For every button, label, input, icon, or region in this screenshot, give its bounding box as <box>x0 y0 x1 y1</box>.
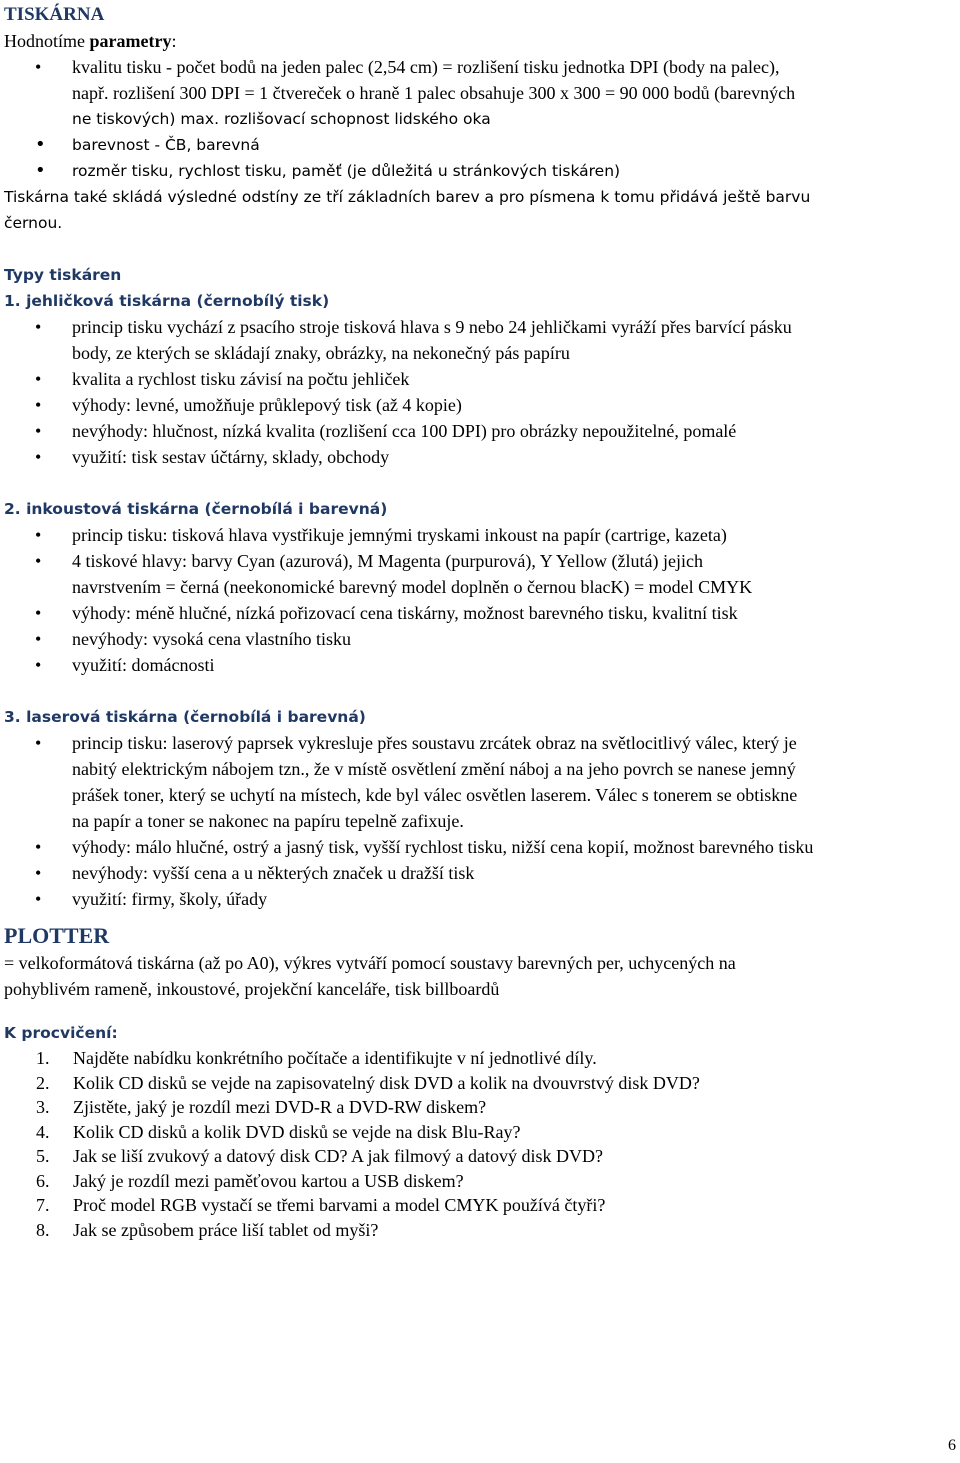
item-number: 1. <box>36 1048 50 1068</box>
item-text: Jak se způsobem práce liší tablet od myši? <box>73 1219 379 1240</box>
list-item <box>4 54 954 132</box>
text-line: černou. <box>4 214 63 232</box>
list-item <box>4 1218 954 1243</box>
type-list-laser <box>4 730 954 912</box>
item-number: 8. <box>36 1219 50 1240</box>
list-item <box>4 418 954 444</box>
text-line: • princip tisku: laserový paprsek vykresluje přes soustavu zrcátek obraz na světlocitlivý válec, který je <box>72 733 797 753</box>
text-line: ne tiskových) max. rozlišovací schopnost lidského oka <box>72 110 491 128</box>
intro-bold: parametry <box>89 31 172 51</box>
item-number: 3. <box>36 1097 50 1117</box>
color-note <box>4 184 954 236</box>
item-number: 7. <box>36 1195 50 1215</box>
item-number: 4. <box>36 1121 50 1142</box>
page-number: 6 <box>948 1437 956 1454</box>
text-line: nevýhody: vyšší cena a u některých značek u dražší tisk <box>72 863 475 883</box>
item-text: Zjistěte, jaký je rozdíl mezi DVD-R a DVD-RW diskem? <box>73 1097 487 1117</box>
text-line: navrstvením = černá (neekonomické barevný model doplněn o černou blacK) = model CMYK <box>72 577 753 597</box>
list-item <box>4 1144 954 1169</box>
text-line: • kvalitu tisku - počet bodů na jeden palec (2,54 cm) = rozlišení tisku jednotka DPI (body na palec), <box>72 57 780 77</box>
item-text: Kolik CD disků a kolik DVD disků se vejde na disk Blu-Ray? <box>73 1121 521 1142</box>
section-title-types: Typy tiskáren <box>4 266 122 284</box>
plotter-description <box>4 950 954 1002</box>
list-item <box>4 132 954 158</box>
list-item <box>4 1120 954 1145</box>
text-line: = velkoformátová tiskárna (až po A0), výkres vytváří pomocí soustavy barevných per, uchycených na <box>4 953 736 973</box>
item-text: Proč model RGB vystačí se třemi barvami a model CMYK používá čtyři? <box>73 1195 606 1215</box>
list-item <box>4 548 954 600</box>
list-item <box>4 834 954 860</box>
text-line: výhody: levné, umožňuje průklepový tisk (až 4 kopie) <box>72 395 462 415</box>
list-item <box>4 392 954 418</box>
text-line: pohyblivém rameně, inkoustové, projekční kanceláře, tisk billboardů <box>4 979 500 999</box>
text-line: • princip tisku vychází z psacího stroje tisková hlava s 9 nebo 24 jehličkami vyráží přes barvící pásku <box>72 317 792 337</box>
text-line: např. rozlišení 300 DPI = 1 čtvereček o hraně 1 palec obsahuje 300 x 300 = 90 000 bodů (barevných <box>72 83 796 103</box>
intro-line <box>4 28 954 54</box>
text-line: na papír a toner se nakonec na papíru tepelně zafixuje. <box>72 811 464 831</box>
list-item <box>4 158 954 184</box>
plotter-title: PLOTTER <box>4 923 110 948</box>
review-list <box>4 1046 954 1242</box>
review-title: K procvičení: <box>4 1024 118 1042</box>
text-line: výhody: málo hlučné, ostrý a jasný tisk, vyšší rychlost tisku, nižší cena kopií, možnost barevného tisku <box>72 837 814 857</box>
text-line: • 4 tiskové hlavy: barvy Cyan (azurová), M Magenta (purpurová), Y Yellow (žlutá) jejich <box>72 551 703 571</box>
item-text: Kolik CD disků se vejde na zapisovatelný disk DVD a kolik na dvouvrstvý disk DVD? <box>73 1072 700 1093</box>
intro-suffix: : <box>171 31 177 51</box>
text-line: kvalita a rychlost tisku závisí na počtu jehliček <box>72 369 410 389</box>
page-title: TISKÁRNA <box>4 4 105 25</box>
list-item <box>4 1071 954 1096</box>
item-text: Jak se liší zvukový a datový disk CD? A jak filmový a datový disk DVD? <box>73 1146 603 1166</box>
list-item <box>4 1046 954 1071</box>
item-number: 2. <box>36 1072 50 1093</box>
item-number: 5. <box>36 1146 50 1166</box>
list-item <box>4 314 954 366</box>
params-list <box>4 54 954 184</box>
list-item <box>4 600 954 626</box>
list-item <box>4 1095 954 1120</box>
document-page <box>4 0 954 1242</box>
list-item <box>4 886 954 912</box>
list-item <box>4 860 954 886</box>
list-item <box>4 522 954 548</box>
type-list-dot-matrix <box>4 314 954 470</box>
text-line: body, ze kterých se skládají znaky, obrázky, na nekonečný pás papíru <box>72 343 570 363</box>
type-title-inkjet: 2. inkoustová tiskárna (černobílá i barevná) <box>4 500 388 518</box>
text-line: Tiskárna také skládá výsledné odstíny ze tří základních barev a pro písmena k tomu přidává ještě barvu <box>4 188 811 206</box>
text-line: nevýhody: hlučnost, nízká kvalita (rozlišení cca 100 DPI) pro obrázky nepoužitelné, pomalé <box>72 421 737 441</box>
text-line: využití: domácnosti <box>72 655 215 675</box>
item-text: Jaký je rozdíl mezi paměťovou kartou a USB diskem? <box>73 1170 464 1191</box>
text-line: prášek toner, který se uchytí na místech, kde byl válec osvětlen laserem. Válec s tonerem se obtiskne <box>72 785 798 805</box>
intro-prefix: Hodnotíme <box>4 31 90 51</box>
text-line: rozměr tisku, rychlost tisku, paměť (je důležitá u stránkových tiskáren) <box>72 162 621 180</box>
text-line: využití: tisk sestav účtárny, sklady, obchody <box>72 447 390 467</box>
text-line: nevýhody: vysoká cena vlastního tisku <box>72 629 351 649</box>
type-list-inkjet <box>4 522 954 678</box>
list-item <box>4 730 954 834</box>
list-item <box>4 1169 954 1194</box>
text-line: barevnost - ČB, barevná <box>72 136 260 154</box>
list-item <box>4 1193 954 1218</box>
text-line: princip tisku: tisková hlava vystřikuje jemnými tryskami inkoust na papír (cartrige, kazeta) <box>72 525 727 545</box>
type-title-dot-matrix: 1. jehličková tiskárna (černobílý tisk) <box>4 292 330 310</box>
text-line: nabitý elektrickým nábojem tzn., že v místě osvětlení změní náboj a na jeho povrch se nanese jemný <box>72 759 796 779</box>
item-text: Najděte nabídku konkrétního počítače a identifikujte v ní jednotlivé díly. <box>73 1048 597 1068</box>
item-number: 6. <box>36 1170 50 1191</box>
type-title-laser: 3. laserová tiskárna (černobílá i barevná) <box>4 708 366 726</box>
list-item <box>4 652 954 678</box>
text-line: využití: firmy, školy, úřady <box>72 889 268 909</box>
list-item <box>4 366 954 392</box>
list-item <box>4 444 954 470</box>
text-line: výhody: méně hlučné, nízká pořizovací cena tiskárny, možnost barevného tisku, kvalitní tisk <box>72 603 738 623</box>
list-item <box>4 626 954 652</box>
